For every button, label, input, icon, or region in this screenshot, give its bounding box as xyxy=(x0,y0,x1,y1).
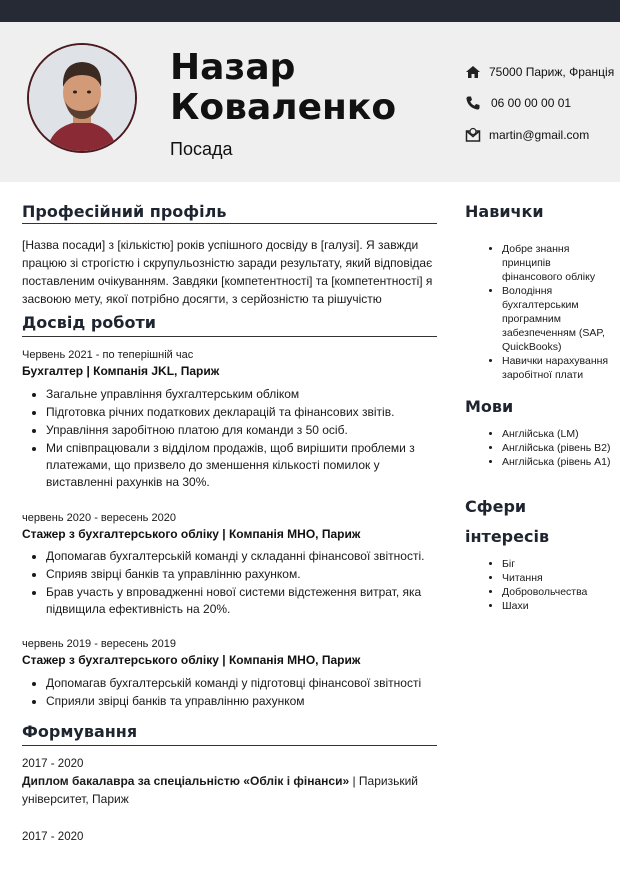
list-item: • Допомагав бухгалтерській команді у складанні фінансової звітності. xyxy=(46,548,442,565)
list-item: • Підготовка річних податкових декларацій та фінансових звітів. xyxy=(46,404,442,421)
skill-line: фінансового обліку xyxy=(502,271,596,283)
list-item xyxy=(502,242,620,284)
education-divider xyxy=(22,745,437,746)
last-name: Коваленко xyxy=(170,87,397,128)
email-text: martin@gmail.com xyxy=(489,128,590,142)
job-title-line: Стажер з бухгалтерського обліку | Компанія МНО, Париж xyxy=(22,653,361,667)
experience-heading: Досвід роботи xyxy=(22,313,156,332)
avatar xyxy=(27,43,137,153)
contact-address xyxy=(465,64,614,80)
list-item: • Допомагав бухгалтерській команді у підготовці фінансової звітності xyxy=(46,675,456,692)
list-item xyxy=(502,284,620,354)
education-heading: Формування xyxy=(22,722,138,741)
first-name: Назар xyxy=(170,47,296,88)
list-item: • Читання xyxy=(502,571,620,585)
school-location: університет, Париж xyxy=(22,792,129,806)
list-item: • Ми співпрацювали з відділом продажів, щоб вирішити проблеми з платежами, що призвело до зменшення кількості помилок у виставленні рахунків на 30%. xyxy=(46,440,442,491)
list-item: • Загальне управління бухгалтерським обліком xyxy=(46,386,442,403)
interests-heading-line2: інтересів xyxy=(465,527,550,546)
school-name: Паризький xyxy=(358,774,419,788)
list-item: • Біг xyxy=(502,557,620,571)
list-item: • Шахи xyxy=(502,599,620,613)
job-bullets xyxy=(22,386,442,492)
interests-heading-line1: Сфери xyxy=(465,497,527,516)
skill-line: заробітної плати xyxy=(502,369,584,381)
list-item: • Добровольчества xyxy=(502,585,620,599)
skill-line: бухгалтерським xyxy=(502,299,579,311)
job-title-line: Бухгалтер | Компанія JKL, Париж xyxy=(22,364,220,378)
email-icon xyxy=(465,127,481,143)
list-item: • Сприяв звірці банків та управлінню рахунком. xyxy=(46,566,442,583)
skills-list xyxy=(465,242,620,382)
list-item: • Брав участь у впровадженні нової системи відстеження витрат, яка підвищила ефективність на 20%. xyxy=(46,584,442,618)
top-bar xyxy=(0,0,620,22)
education-degree xyxy=(22,772,422,808)
list-item: • Англійська (LM) xyxy=(502,427,620,441)
job-dates: червень 2020 - вересень 2020 xyxy=(22,512,176,524)
phone-text: 06 00 00 00 01 xyxy=(491,96,572,110)
job-dates: червень 2019 - вересень 2019 xyxy=(22,638,176,650)
list-item: • Англійська (рівень B2) xyxy=(502,441,620,455)
avatar-photo-icon xyxy=(29,45,135,151)
profile-divider xyxy=(22,223,437,224)
skill-line: програмним xyxy=(502,313,561,325)
job-bullets xyxy=(22,548,442,619)
skill-line: забезпеченням (SAP, xyxy=(502,327,605,339)
skills-heading: Навички xyxy=(465,202,544,221)
list-item: • Англійська (рівень A1) xyxy=(502,455,620,469)
profile-line: працюю зі строгістю і скрупульозністю заради результату, який відповідає xyxy=(22,256,433,270)
profile-line: засвоюю мету, якої потрібно досягти, з серйозністю та рішучістю xyxy=(22,292,382,306)
address-text: 75000 Париж, Франція xyxy=(489,65,615,79)
job-title-line: Стажер з бухгалтерського обліку | Компанія МНО, Париж xyxy=(22,527,361,541)
profile-text xyxy=(22,236,442,308)
profile-line: поставленим очікуванням. Завдяки [компетентності] та [компетентності] я xyxy=(22,274,433,288)
skill-line: • Володіння xyxy=(502,285,553,297)
languages-list xyxy=(465,427,620,469)
interests-list xyxy=(465,557,620,613)
education-dates: 2017 - 2020 xyxy=(22,758,84,770)
job-bullets xyxy=(22,675,456,711)
contact-email xyxy=(465,127,589,143)
home-icon xyxy=(465,64,481,80)
list-item: • Управління заробітною платою для команди з 50 осіб. xyxy=(46,422,442,439)
degree-name: Диплом бакалавра за спеціальністю «Облік і фінанси» xyxy=(22,774,350,788)
contact-phone xyxy=(465,95,571,111)
skill-line: • Навички нарахування xyxy=(502,355,609,367)
job-dates: Червень 2021 - по теперішній час xyxy=(22,349,194,361)
languages-heading: Мови xyxy=(465,397,514,416)
list-item xyxy=(502,354,620,382)
phone-icon xyxy=(465,95,481,111)
list-item: • Сприяли звірці банків та управлінню рахунком xyxy=(46,693,456,710)
skill-line: принципів xyxy=(502,257,551,269)
job-title: Посада xyxy=(170,139,233,159)
skill-line: QuickBooks) xyxy=(502,341,562,353)
skill-line: • Добре знання xyxy=(502,243,570,255)
degree-separator: | xyxy=(349,774,359,788)
profile-heading: Професійний профіль xyxy=(22,202,227,221)
profile-line: [Назва посади] з [кількістю] років успішного досвіду в [галузі]. Я завжди xyxy=(22,238,419,252)
experience-divider xyxy=(22,336,437,337)
education-dates: 2017 - 2020 xyxy=(22,831,84,843)
candidate-name xyxy=(170,48,396,128)
